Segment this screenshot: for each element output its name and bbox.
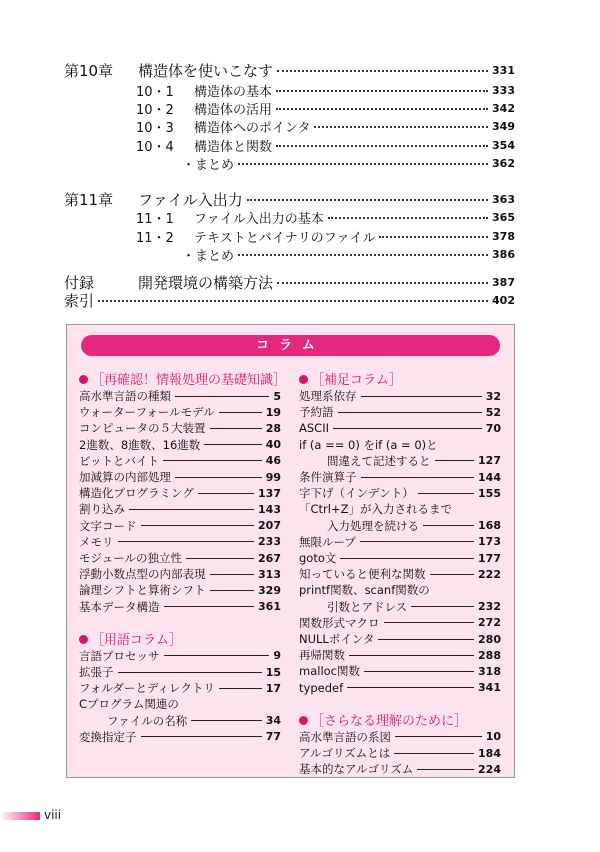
column-entry-title: malloc関数 xyxy=(299,664,360,679)
column-entry-page: 272 xyxy=(478,616,501,630)
column-entry-title: 処理系依存 xyxy=(299,389,357,403)
column-entry-page: 168 xyxy=(478,519,501,533)
column-entry-page: 52 xyxy=(485,405,501,419)
column-entry-title: フォルダーとディレクトリ xyxy=(79,681,215,696)
column-entry-page: 70 xyxy=(485,421,501,435)
column-entry-title: 加減算の内部処理 xyxy=(79,470,171,484)
entry-leader-line xyxy=(129,509,254,510)
column-entry-page: 313 xyxy=(258,567,281,581)
entry-leader-line xyxy=(204,444,261,445)
column-entry[interactable] xyxy=(299,469,501,485)
column-entry-title: 割り込み xyxy=(79,502,125,517)
column-entry-title: 知っていると便利な関数 xyxy=(299,567,426,582)
column-entry[interactable] xyxy=(79,599,281,615)
entry-leader-line xyxy=(186,558,254,559)
column-entry-page: 137 xyxy=(258,486,281,500)
dot-leader xyxy=(238,163,488,165)
dot-leader xyxy=(328,217,488,219)
dot-leader xyxy=(277,70,488,72)
entry-leader-line xyxy=(349,655,474,656)
toc-entry-title: 索引 xyxy=(64,291,95,310)
entry-leader-line xyxy=(164,606,255,607)
toc-entry-number: 10・2 xyxy=(136,102,174,118)
toc-entry-page: 378 xyxy=(492,229,515,243)
column-entry-page: 184 xyxy=(478,746,501,760)
column-entry-page: 232 xyxy=(478,600,501,614)
entry-leader-line xyxy=(411,606,474,607)
column-entry[interactable] xyxy=(79,566,281,582)
column-entry[interactable] xyxy=(299,404,501,420)
column-section-heading-text: ［用語コラム］ xyxy=(91,632,182,648)
entry-leader-line xyxy=(361,396,482,397)
toc-entry-page: 331 xyxy=(492,63,515,77)
entry-leader-line xyxy=(164,655,270,656)
toc-entry-number: 10・3 xyxy=(136,120,174,136)
entry-leader-line xyxy=(118,541,255,542)
entry-leader-line xyxy=(430,574,475,575)
column-entry-page: 155 xyxy=(478,486,501,500)
entry-leader-line xyxy=(191,720,261,721)
column-entry[interactable] xyxy=(299,485,501,501)
toc-entry[interactable] xyxy=(182,245,515,263)
toc-entry-title: ・まとめ xyxy=(182,248,235,264)
entry-leader-line xyxy=(418,493,474,494)
column-entry-title: 引数とアドレス xyxy=(327,599,408,614)
toc-entry[interactable] xyxy=(64,273,515,291)
toc-entry-title: ファイル入出力の基本 xyxy=(194,211,324,227)
column-entry[interactable] xyxy=(299,437,501,453)
column-entry-page: 10 xyxy=(485,730,501,744)
toc-entry[interactable] xyxy=(136,227,515,245)
column-entry-title: 字下げ（インデント） xyxy=(299,486,414,501)
toc-entry-title: ファイル入出力 xyxy=(138,190,243,209)
column-entry[interactable] xyxy=(79,404,281,420)
column-entry-title: メモリ xyxy=(79,534,114,549)
entry-leader-line xyxy=(210,428,262,429)
column-entry[interactable] xyxy=(299,615,501,631)
column-entry[interactable] xyxy=(79,550,281,566)
column-section-heading-text: ［さらなる理解のために］ xyxy=(311,713,468,729)
column-entry-page: 233 xyxy=(258,535,281,549)
column-entry-page: 222 xyxy=(478,567,501,581)
entry-leader-line xyxy=(175,396,269,397)
column-entry[interactable] xyxy=(327,599,501,615)
toc-entry-page: 386 xyxy=(492,247,515,261)
column-entry[interactable] xyxy=(299,420,501,436)
toc-entry[interactable] xyxy=(136,208,515,226)
column-entry[interactable] xyxy=(79,729,281,745)
column-banner: コラム xyxy=(81,335,500,356)
column-section-heading-text: ［再確認！情報処理の基礎知識］ xyxy=(91,373,287,388)
entry-leader-line xyxy=(219,412,262,413)
column-entry[interactable] xyxy=(299,566,501,582)
column-entry-title: 拡張子 xyxy=(79,665,114,679)
toc-entry-number: 10・1 xyxy=(136,84,174,100)
column-entry[interactable] xyxy=(299,388,501,404)
column-entry[interactable] xyxy=(327,453,501,469)
page-number: viii xyxy=(44,808,62,822)
column-entry-title: Cプログラム関連の xyxy=(79,697,179,712)
toc-entry-page: 342 xyxy=(492,101,515,115)
column-entry-page: 224 xyxy=(478,762,501,776)
toc-entry-title: 構造体の活用 xyxy=(194,102,273,118)
toc-entry-page: 362 xyxy=(492,156,515,170)
column-entry-page: 46 xyxy=(265,454,281,468)
column-entry[interactable] xyxy=(79,453,281,469)
column-entry[interactable] xyxy=(79,696,281,712)
entry-leader-line xyxy=(333,428,482,429)
column-entry[interactable] xyxy=(299,680,501,696)
dot-leader xyxy=(98,300,488,302)
column-entry[interactable] xyxy=(299,582,501,598)
dot-leader xyxy=(314,126,488,128)
toc-entry[interactable] xyxy=(64,291,515,309)
column-entry[interactable] xyxy=(299,501,501,517)
column-section-heading xyxy=(79,369,286,388)
entry-leader-line xyxy=(141,736,262,737)
dot-leader xyxy=(276,145,488,147)
dot-leader xyxy=(276,108,488,110)
toc-entry[interactable] xyxy=(64,190,515,208)
column-entry-page: 28 xyxy=(265,421,281,435)
toc-entry-number: 第11章 xyxy=(64,190,114,209)
toc-entry[interactable] xyxy=(182,154,515,172)
entry-leader-line xyxy=(435,460,475,461)
column-entry-page: 341 xyxy=(478,681,501,695)
entry-leader-line xyxy=(360,541,474,542)
toc-entry[interactable] xyxy=(136,81,515,99)
toc-entry[interactable] xyxy=(64,61,515,79)
column-entry-title: 高水準言語の系図 xyxy=(299,729,391,744)
column-entry-title: 予約語 xyxy=(299,405,334,420)
column-entry[interactable] xyxy=(79,388,281,404)
column-entry[interactable] xyxy=(79,534,281,550)
column-entry-title: コンピュータの５大装置 xyxy=(79,421,206,436)
column-entry-page: 143 xyxy=(258,502,281,516)
column-entry-page: 19 xyxy=(265,405,281,419)
toc-entry[interactable] xyxy=(136,136,515,154)
column-entry-title: アルゴリズムとは xyxy=(299,746,391,760)
column-entry-page: 173 xyxy=(478,535,501,549)
column-entry[interactable] xyxy=(299,631,501,647)
column-entry[interactable] xyxy=(299,745,501,761)
bullet-icon xyxy=(299,375,308,384)
column-entry-page: 288 xyxy=(478,648,501,662)
column-entry[interactable] xyxy=(79,501,281,517)
entry-leader-line xyxy=(210,574,255,575)
toc-entry-number: 11・2 xyxy=(136,230,174,246)
column-entry-page: 40 xyxy=(265,438,281,452)
column-entry-title: if (a == 0) をif (a = 0)と xyxy=(299,437,438,452)
dot-leader xyxy=(277,282,488,284)
column-entry-title: printf関数、scanf関数の xyxy=(299,583,430,598)
column-entry-page: 17 xyxy=(265,681,281,695)
entry-leader-line xyxy=(163,460,262,461)
column-entry[interactable] xyxy=(79,420,281,436)
column-entry-title: 変換指定子 xyxy=(79,729,137,744)
toc-entry-page: 354 xyxy=(492,138,515,152)
column-section-heading xyxy=(79,629,182,648)
column-entry-title: 高水準言語の種類 xyxy=(79,389,171,403)
entry-leader-line xyxy=(198,493,254,494)
column-entry[interactable] xyxy=(79,469,281,485)
entry-leader-line xyxy=(338,412,482,413)
entry-leader-line xyxy=(384,622,475,623)
column-entry[interactable] xyxy=(79,648,281,664)
entry-leader-line xyxy=(175,477,262,478)
toc-entry-number: 10・4 xyxy=(136,139,174,155)
column-entry[interactable] xyxy=(79,437,281,453)
column-entry-title: 言語プロセッサ xyxy=(79,648,160,663)
folio-bar xyxy=(0,812,40,820)
column-entry-page: 267 xyxy=(258,551,281,565)
entry-leader-line xyxy=(347,687,474,688)
column-entry-title: 浮動小数点型の内部表現 xyxy=(79,567,206,582)
toc-entry-title: 構造体の基本 xyxy=(194,84,273,100)
column-entry-page: 32 xyxy=(485,389,501,403)
column-section-heading xyxy=(299,369,402,388)
toc-entry-title: 構造体と関数 xyxy=(194,139,273,155)
column-entry-title: モジュールの独立性 xyxy=(79,551,183,565)
entry-leader-line xyxy=(394,753,474,754)
toc-entry-page: 349 xyxy=(492,119,515,133)
column-entry-page: 15 xyxy=(265,665,281,679)
toc-entry-number: 11・1 xyxy=(136,211,174,227)
column-entry-title: goto文 xyxy=(299,551,337,565)
toc-entry-title: ・まとめ xyxy=(182,157,235,173)
bullet-icon xyxy=(299,716,308,725)
column-section-heading-text: ［補足コラム］ xyxy=(311,373,402,388)
toc-entry-number: 付録 xyxy=(64,273,95,292)
column-entry-title: typedef xyxy=(299,680,344,695)
entry-leader-line xyxy=(423,525,474,526)
column-entry-title: 関数形式マクロ xyxy=(299,615,380,630)
column-entry[interactable] xyxy=(299,550,501,566)
dot-leader xyxy=(379,236,488,238)
column-entry-title: 基本的なアルゴリズム xyxy=(299,762,414,777)
entry-leader-line xyxy=(340,558,474,559)
column-entry-title: 構造化プログラミング xyxy=(79,486,194,501)
toc-entry[interactable] xyxy=(136,99,515,117)
column-entry-title: 基本データ構造 xyxy=(79,599,160,614)
column-entry-page: 5 xyxy=(273,389,281,403)
column-entry[interactable] xyxy=(299,647,501,663)
toc-entry[interactable] xyxy=(136,117,515,135)
bullet-icon xyxy=(79,635,88,644)
dot-leader xyxy=(247,199,488,201)
column-entry-title: 文字コード xyxy=(79,518,137,533)
column-entry-title: 入力処理を続ける xyxy=(327,518,419,533)
column-entry-title: ウォーターフォールモデル xyxy=(79,405,215,420)
entry-leader-line xyxy=(417,769,474,770)
entry-leader-line xyxy=(219,688,262,689)
column-entry-title: 間違えて記述すると xyxy=(327,453,431,468)
toc-entry-number: 第10章 xyxy=(64,61,114,80)
column-entry-page: 329 xyxy=(258,583,281,597)
column-entry[interactable] xyxy=(79,664,281,680)
column-entry[interactable] xyxy=(299,534,501,550)
toc-entry-title: 構造体へのポインタ xyxy=(194,120,311,136)
column-entry[interactable] xyxy=(299,729,501,745)
entry-leader-line xyxy=(395,736,482,737)
toc-entry-page: 402 xyxy=(492,293,515,307)
column-entry-page: 34 xyxy=(265,714,281,728)
column-entry-page: 177 xyxy=(478,551,501,565)
column-entry-page: 144 xyxy=(478,470,501,484)
column-entry-title: 再帰関数 xyxy=(299,648,345,663)
toc-entry-page: 333 xyxy=(492,83,515,97)
toc-entry-page: 363 xyxy=(492,192,515,206)
column-box xyxy=(66,324,515,778)
column-entry-page: 9 xyxy=(273,649,281,663)
column-entry[interactable] xyxy=(79,582,281,598)
column-entry-page: 280 xyxy=(478,632,501,646)
entry-leader-line xyxy=(141,525,255,526)
entry-leader-line xyxy=(210,590,255,591)
column-entry-page: 99 xyxy=(265,470,281,484)
column-entry[interactable] xyxy=(79,485,281,501)
column-entry-page: 361 xyxy=(258,600,281,614)
column-entry[interactable] xyxy=(299,761,501,777)
toc-entry-page: 387 xyxy=(492,275,515,289)
column-entry-page: 207 xyxy=(258,519,281,533)
entry-leader-line xyxy=(364,671,474,672)
column-entry-page: 318 xyxy=(478,664,501,678)
bullet-icon xyxy=(79,375,88,384)
column-entry-page: 77 xyxy=(265,730,281,744)
column-section-heading xyxy=(299,710,467,729)
column-entry-title: 「Ctrl+Z」が入力されるまで xyxy=(299,502,452,517)
column-entry[interactable] xyxy=(79,680,281,696)
column-entry-title: 条件演算子 xyxy=(299,470,357,484)
column-entry[interactable] xyxy=(327,518,501,534)
column-entry-title: ファイルの名称 xyxy=(107,713,188,728)
entry-leader-line xyxy=(118,672,262,673)
column-entry-title: NULLポインタ xyxy=(299,632,375,646)
column-entry-title: 無限ループ xyxy=(299,534,356,549)
column-entry[interactable] xyxy=(299,663,501,679)
toc-entry-title: 開発環境の構築方法 xyxy=(138,273,274,292)
column-entry-page: 127 xyxy=(478,454,501,468)
column-entry[interactable] xyxy=(107,713,281,729)
dot-leader xyxy=(238,254,488,256)
entry-leader-line xyxy=(378,639,474,640)
column-entry-title: ビットとバイト xyxy=(79,453,160,468)
dot-leader xyxy=(276,90,488,92)
toc-entry-title: 構造体を使いこなす xyxy=(138,61,274,80)
toc-entry-page: 365 xyxy=(492,210,515,224)
column-entry-title: 2進数、8進数、16進数 xyxy=(79,437,201,452)
column-entry[interactable] xyxy=(79,518,281,534)
column-entry-title: ASCII xyxy=(299,421,329,436)
toc-entry-title: テキストとバイナリのファイル xyxy=(194,230,376,246)
entry-leader-line xyxy=(361,477,475,478)
column-entry-title: 論理シフトと算術シフト xyxy=(79,583,206,598)
